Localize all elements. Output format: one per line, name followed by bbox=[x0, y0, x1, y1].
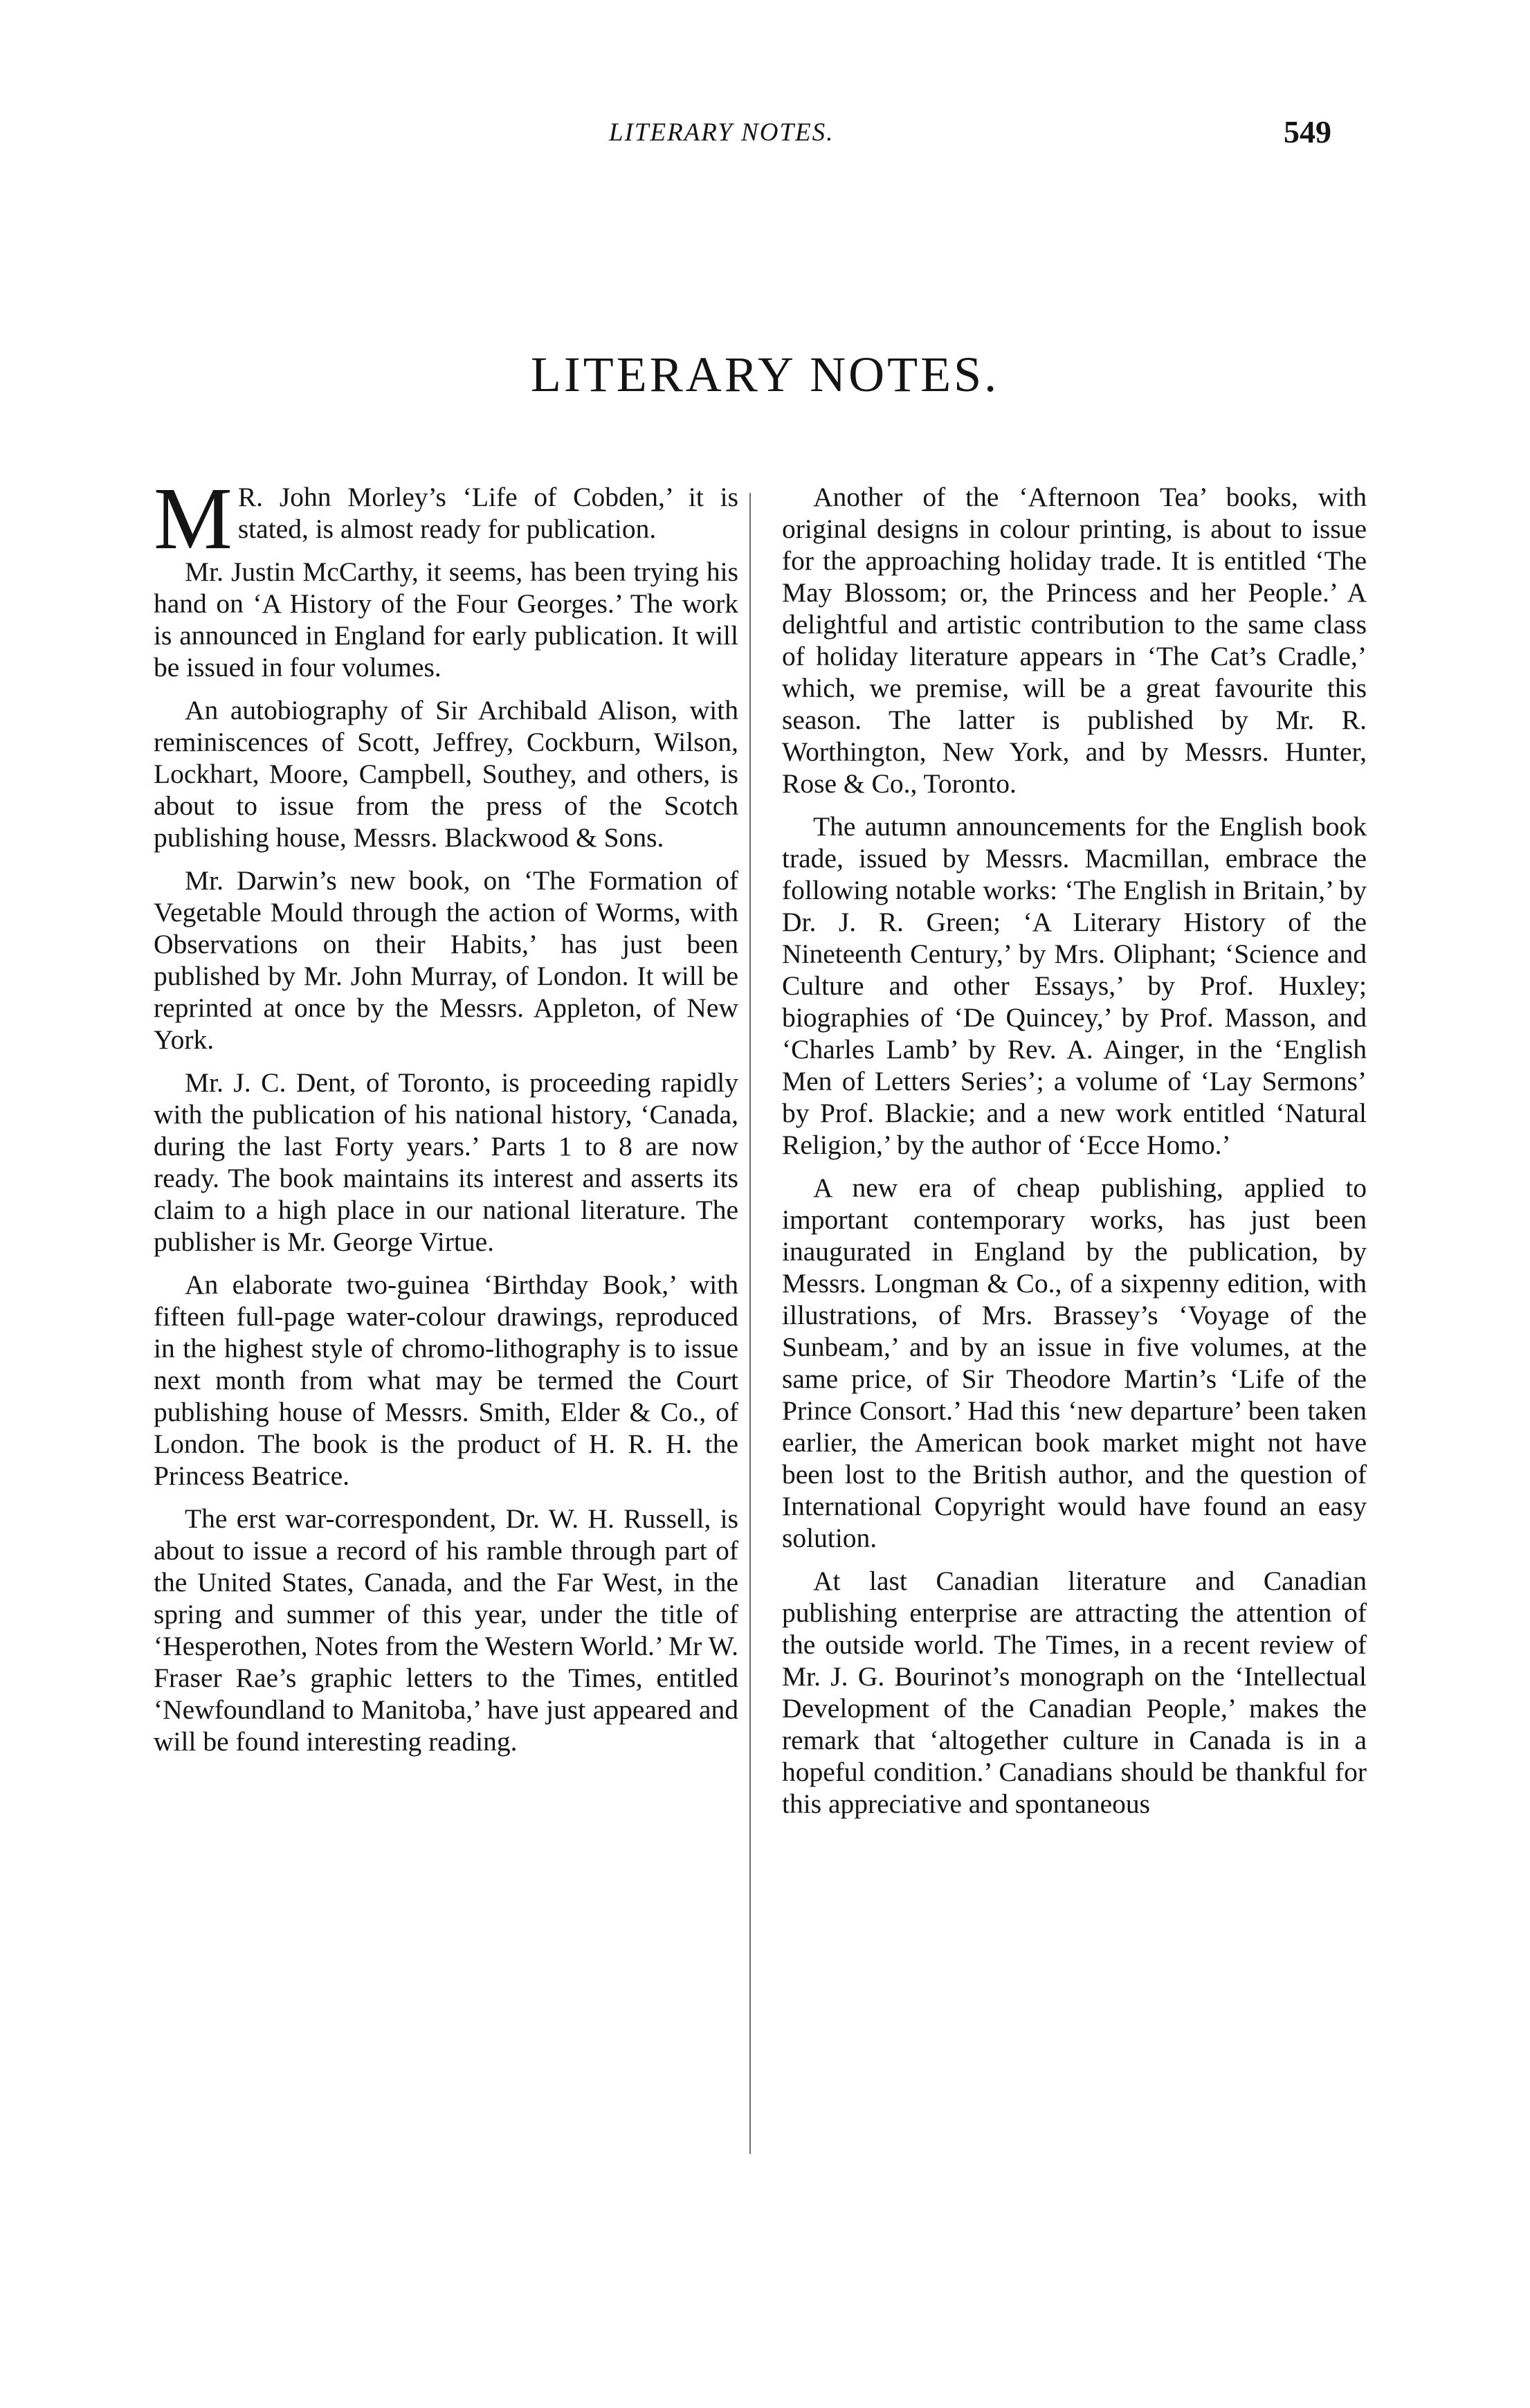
paragraph: A new era of cheap publishing, applied to important contemporary works, has just been inaugurated in England by the publication, by Messrs. Longman & Co., of a sixpenny edition, with illustrations, of Mrs. Brassey’s ‘Voyage of the Sunbeam,’ and by an issue in five volumes, at the same price, of Sir Theodore Martin’s ‘Life of the Prince Consort.’ Had this ‘new departure’ been taken earlier, the American book market might not have been lost to the British author, and the question of International Copyright would have found an easy solution. bbox=[782, 1173, 1367, 1553]
paragraph-text: R. John Morley’s ‘Life of Cobden,’ it is stated, is almost ready for publication. bbox=[237, 482, 738, 544]
paragraph: Mr. Justin McCarthy, it seems, has been trying his hand on ‘A History of the Four Georges.’ The work is announced in England for early publication. It will be issued in four volumes. bbox=[154, 556, 738, 682]
right-column bbox=[782, 481, 1367, 1831]
drop-cap: M bbox=[154, 469, 233, 568]
paragraph: At last Canadian literature and Canadian publishing enterprise are attracting the attention of the outside world. The Times, in a recent review of Mr. J. G. Bourinot’s monograph on the ‘Intellectual Development of the Canadian People,’ makes the remark that ‘altogether culture in Canada is in a hopeful condition.’ Canadians should be thankful for this appreciative and spontaneous bbox=[782, 1566, 1367, 1819]
paragraph: The erst war-correspondent, Dr. W. H. Russell, is about to issue a record of his ramble through part of the United States, Canada, and the Far West, in the spring and summer of this year, under the title of ‘Hesperothen, Notes from the Western World.’ Mr W. Fraser Rae’s graphic letters to the Times, entitled ‘Newfoundland to Manitoba,’ have just appeared and will be found interesting reading. bbox=[154, 1503, 738, 1757]
paragraph: An autobiography of Sir Archibald Alison, with reminiscences of Scott, Jeffrey, Cockburn, Wilson, Lockhart, Moore, Campbell, Southey, and others, is about to issue from the press of the Scotch publishing house, Messrs. Blackwood & Sons. bbox=[154, 695, 738, 853]
paragraph: The autumn announcements for the English book trade, issued by Messrs. Macmillan, embrace the following notable works: ‘The English in Britain,’ by Dr. J. R. Green; ‘A Literary History of the Nineteenth Century,’ by Mrs. Oliphant; ‘Science and Culture and other Essays,’ by Prof. Huxley; biographies of ‘De Quincey,’ by Prof. Masson, and ‘Charles Lamb’ by Rev. A. Ainger, in the ‘English Men of Letters Series’; a volume of ‘Lay Sermons’ by Prof. Blackie; and a new work entitled ‘Natural Religion,’ by the author of ‘Ecce Homo.’ bbox=[782, 811, 1367, 1160]
running-title: LITERARY NOTES. bbox=[609, 118, 835, 147]
paragraph: Mr. J. C. Dent, of Toronto, is proceeding rapidly with the publication of his national history, ‘Canada, during the last Forty years.’ Parts 1 to 8 are now ready. The book maintains its interest and asserts its claim to a high place in our national literature. The publisher is Mr. George Virtue. bbox=[154, 1067, 738, 1257]
paragraph: Mr. Darwin’s new book, on ‘The Formation of Vegetable Mould through the action of Worms, with Observations on their Habits,’ has just been published by Mr. John Murray, of London. It will be reprinted at once by the Messrs. Appleton, of New York. bbox=[154, 865, 738, 1055]
column-divider bbox=[749, 493, 751, 2154]
paragraph bbox=[154, 469, 738, 568]
page-number: 549 bbox=[1284, 114, 1331, 150]
article-title: LITERARY NOTES. bbox=[530, 347, 1000, 402]
running-header bbox=[0, 114, 1530, 166]
left-column bbox=[154, 469, 738, 1768]
paragraph: Another of the ‘Afternoon Tea’ books, with original designs in colour printing, is about to issue for the approaching holiday trade. It is entitled ‘The May Blossom; or, the Princess and her People.’ A delightful and artistic contribution to the same class of holiday literature appears in ‘The Cat’s Cradle,’ which, we premise, will be a great favourite this season. The latter is published by Mr. R. Worthington, New York, and by Messrs. Hunter, Rose & Co., Toronto. bbox=[782, 482, 1367, 799]
paragraph: An elaborate two-guinea ‘Birthday Book,’ with fifteen full-page water-colour drawings, reproduced in the highest style of chromo-lithography is to issue next month from what may be termed the Court publishing house of Messrs. Smith, Elder & Co., of London. The book is the product of H. R. H. the Princess Beatrice. bbox=[154, 1269, 738, 1491]
